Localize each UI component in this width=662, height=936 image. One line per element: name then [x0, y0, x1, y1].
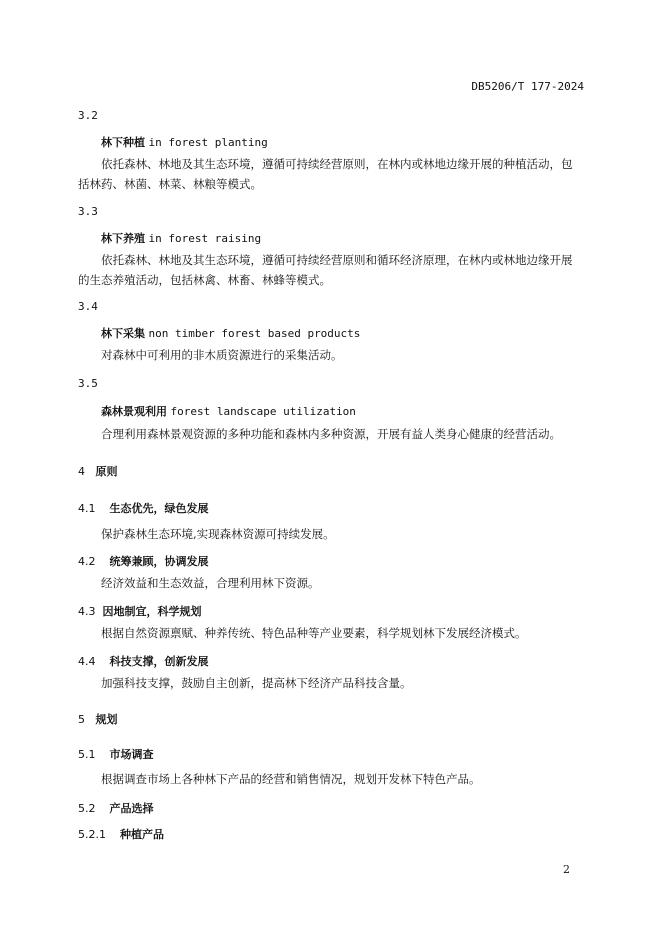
subsection-heading-5-1 [78, 746, 154, 762]
subsection-heading-5-2-1 [78, 826, 164, 842]
subsection-heading-4-3 [78, 603, 202, 619]
term-3-4 [101, 325, 360, 341]
subsection-heading-4-4 [78, 653, 209, 669]
section-number: 4 [78, 465, 85, 478]
term-3-3 [101, 230, 261, 246]
term-en: forest landscape utilization [170, 405, 356, 418]
term-en: in forest raising [148, 232, 262, 245]
document-code: DB5206/T 177-2024 [471, 80, 584, 93]
paragraph: 经济效益和生态效益，合理利用林下资源。 [101, 576, 320, 590]
clause-number-3-4: 3.4 [78, 300, 98, 313]
section-number: 5.1 [78, 748, 96, 761]
subsection-heading-5-2 [78, 800, 154, 816]
term-3-5 [101, 403, 356, 419]
definition-line: 的生态养殖活动，包括林禽、林畜、林蜂等模式。 [78, 273, 331, 287]
section-title: 产品选择 [109, 802, 154, 815]
section-title: 规划 [95, 713, 118, 726]
paragraph: 根据自然资源禀赋、种养传统、特色品种等产业要素，科学规划林下发展经济模式。 [101, 626, 527, 640]
term-en: in forest planting [148, 136, 268, 149]
definition-line: 依托森林、林地及其生态环境，遵循可持续经营原则和循环经济原理，在林内或林地边缘开展 [101, 253, 573, 267]
section-number: 5 [78, 713, 85, 726]
section-heading-4 [78, 463, 118, 479]
definition-line: 括林药、林菌、林菜、林粮等模式。 [78, 177, 262, 191]
term-zh: 林下养殖 [101, 232, 145, 245]
clause-number-3-5: 3.5 [78, 377, 98, 390]
section-title: 统筹兼顾，协调发展 [109, 555, 209, 568]
section-title: 原则 [95, 465, 118, 478]
section-number: 4.4 [78, 655, 96, 668]
section-heading-5 [78, 711, 118, 727]
section-number: 4.2 [78, 555, 96, 568]
section-title: 科技支撑，创新发展 [109, 655, 209, 668]
clause-number-3-3: 3.3 [78, 205, 98, 218]
term-3-2 [101, 134, 268, 150]
section-title: 市场调查 [109, 748, 154, 761]
term-zh: 林下采集 [101, 327, 145, 340]
paragraph: 根据调查市场上各种林下产品的经营和销售情况，规划开发林下特色产品。 [101, 772, 481, 786]
section-title: 种植产品 [120, 828, 164, 841]
page-number: 2 [563, 863, 570, 876]
subsection-heading-4-2 [78, 553, 209, 569]
section-title: 生态优先，绿色发展 [109, 502, 209, 515]
subsection-heading-4-1 [78, 500, 209, 516]
paragraph: 保护森林生态环境,实现森林资源可持续发展。 [101, 527, 335, 541]
section-number: 5.2.1 [78, 828, 106, 841]
paragraph: 加强科技支撑，鼓励自主创新，提高林下经济产品科技含量。 [101, 676, 412, 690]
section-number: 4.3 [78, 605, 96, 618]
definition-line: 对森林中可利用的非木质资源进行的采集活动。 [101, 348, 343, 362]
section-number: 5.2 [78, 802, 96, 815]
clause-number-3-2: 3.2 [78, 109, 98, 122]
definition-line: 合理利用森林景观资源的多种功能和森林内多种资源，开展有益人类身心健康的经营活动。 [101, 427, 561, 441]
term-zh: 森林景观利用 [101, 405, 167, 418]
section-title: 因地制宜，科学规划 [102, 605, 202, 618]
section-number: 4.1 [78, 502, 96, 515]
definition-line: 依托森林、林地及其生态环境，遵循可持续经营原则，在林内或林地边缘开展的种植活动，包 [101, 157, 573, 171]
term-en: non timber forest based products [148, 327, 361, 340]
term-zh: 林下种植 [101, 136, 145, 149]
